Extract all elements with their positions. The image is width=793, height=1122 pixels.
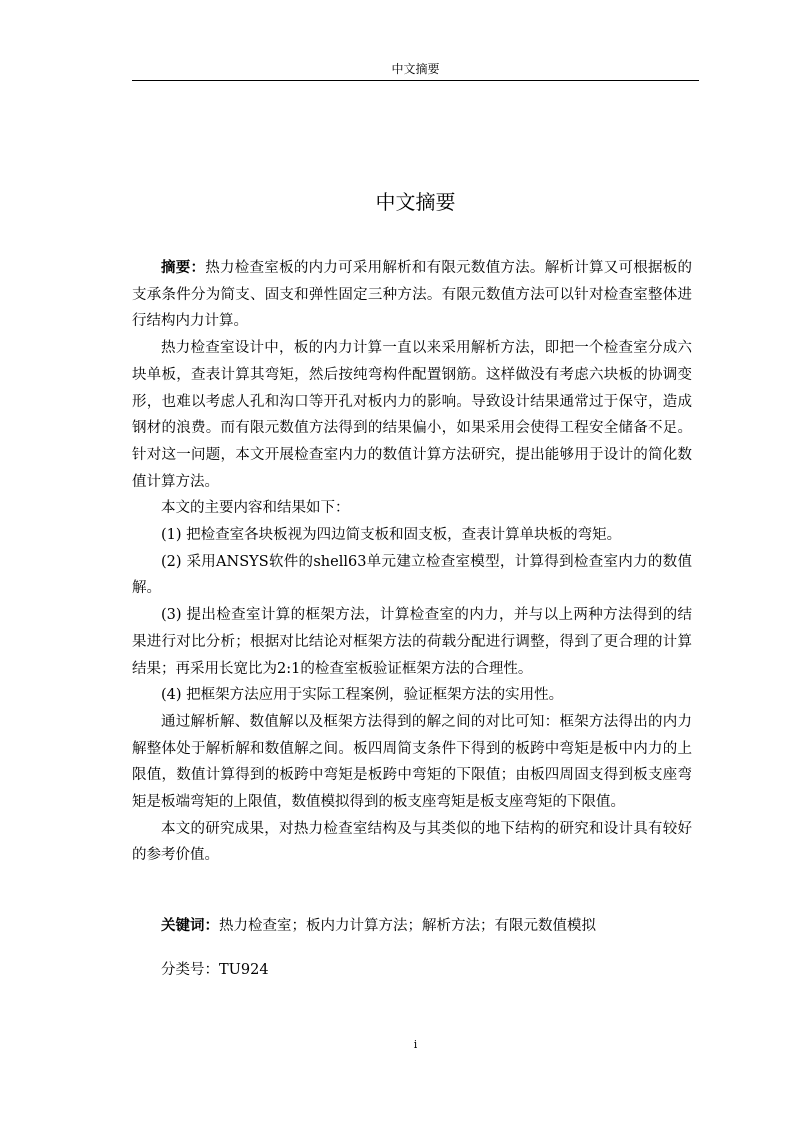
classification-label: 分类号： (161, 962, 219, 978)
keywords-line (132, 913, 692, 939)
page-number: i (413, 1038, 418, 1051)
abstract-paragraph-1 (132, 255, 692, 335)
abstract-label: 摘要： (161, 260, 206, 276)
abstract-paragraph: 通过解析解、数值解以及框架方法得到的解之间的对比可知：框架方法得出的内力解整体处于解析解和数值解之间。板四周简支条件下得到的板跨中弯矩是板中内力的上限值，数值计算得到的板跨中弯矩是板跨中弯矩的下限值；由板四周固支得到板支座弯矩是板端弯矩的上限值，数值模拟得到的板支座弯矩是板支座弯矩的下限值。 (132, 713, 692, 811)
classification-line (132, 957, 692, 983)
abstract-list-item: (4) 把框架方法应用于实际工程案例，验证框架方法的实用性。 (161, 687, 564, 704)
abstract-paragraph: 热力检查室设计中，板的内力计算一直以来采用解析方法，即把一个检查室分成六块单板，查表计算其弯矩，然后按纯弯构件配置钢筋。这样做没有考虑六块板的协调变形，也难以考虑人孔和沟口等开孔对板内力的影响。导致设计结果通常过于保守，造成钢材的浪费。而有限元数值方法得到的结果偏小，如果采用会使得工程安全储备不足。针对这一问题，本文开展检查室内力的数值计算方法研究，提出能够用于设计的简化数值计算方法。 (132, 340, 692, 490)
running-header: 中文摘要 (391, 62, 440, 76)
page-title: 中文摘要 (375, 190, 456, 214)
abstract-paragraph: 本文的主要内容和结果如下： (161, 500, 350, 517)
header-rule (132, 80, 699, 81)
abstract-list-item: (1) 把检查室各块板视为四边简支板和固支板，查表计算单块板的弯矩。 (161, 527, 622, 544)
abstract-body (132, 255, 692, 869)
keywords-label: 关键词： (161, 918, 219, 934)
classification-value: TU924 (219, 962, 269, 978)
abstract-paragraph: 本文的研究成果，对热力检查室结构及与其类似的地下结构的研究和设计具有较好的参考价值。 (132, 820, 692, 864)
abstract-list-item: (2) 采用ANSYS软件的shell63单元建立检查室模型，计算得到检查室内力的数值解。 (132, 553, 692, 597)
abstract-first-text: 热力检查室板的内力可采用解析和有限元数值方法。解析计算又可根据板的支承条件分为简支、固支和弹性固定三种方法。有限元数值方法可以针对检查室整体进行结构内力计算。 (132, 260, 693, 330)
keywords-text: 热力检查室；板内力计算方法；解析方法；有限元数值模拟 (219, 918, 596, 934)
abstract-list-item: (3) 提出检查室计算的框架方法，计算检查室的内力，并与以上两种方法得到的结果进行对比分析；根据对比结论对框架方法的荷载分配进行调整，得到了更合理的计算结果；再采用长宽比为2:1的检查室板验证框架方法的合理性。 (132, 607, 692, 677)
